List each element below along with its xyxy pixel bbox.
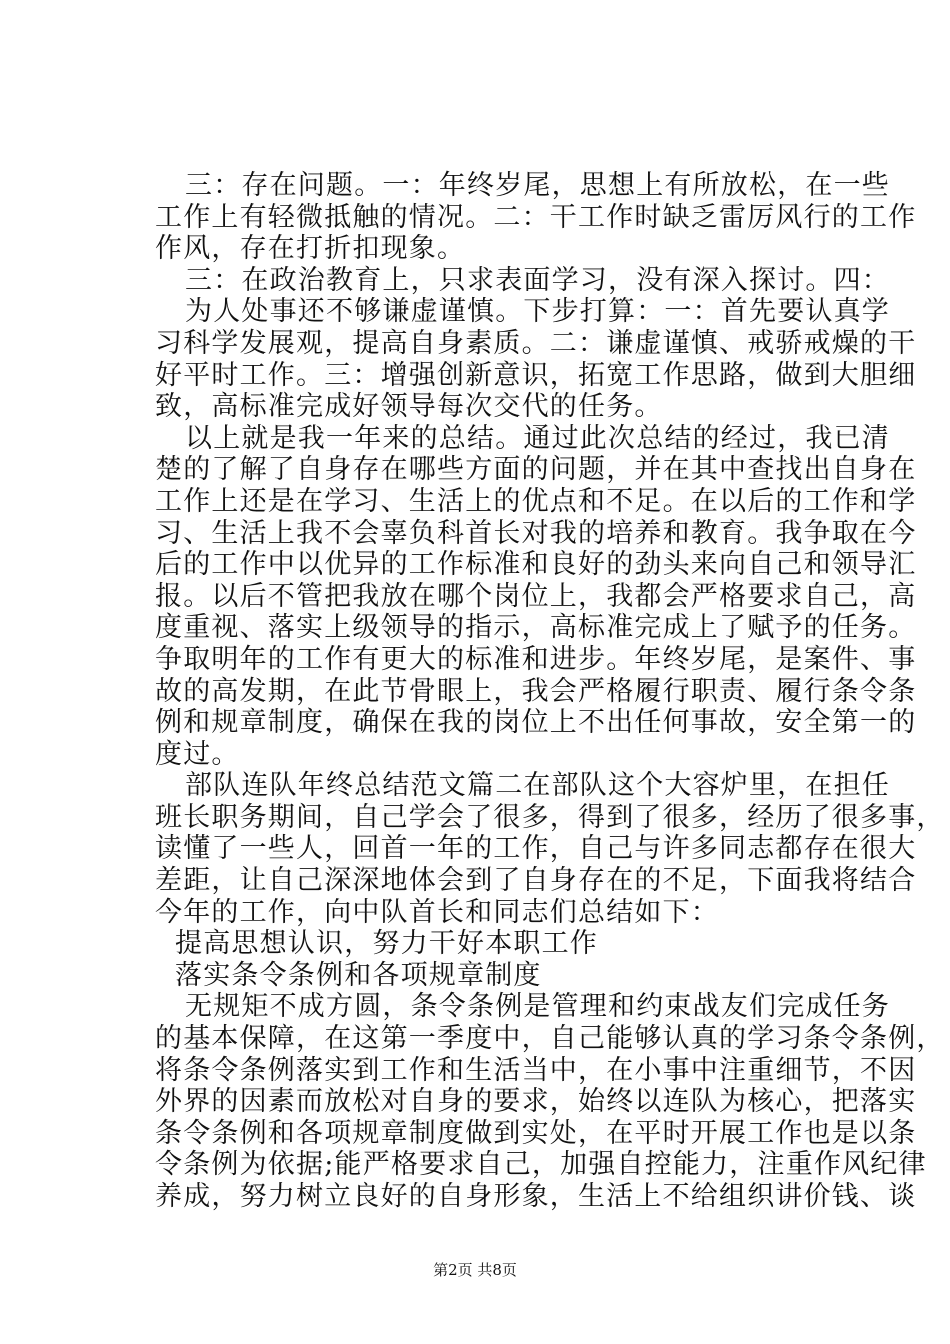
- text-line: 习科学发展观，提高自身素质。二：谦虚谨慎、戒骄戒燥的干: [155, 327, 917, 359]
- text-line: 的基本保障，在这第一季度中，自己能够认真的学习条令条例，: [155, 1023, 945, 1055]
- text-line: 差距，让自己深深地体会到了自身存在的不足，下面我将结合: [155, 865, 917, 897]
- section-heading: 提高思想认识，努力干好本职工作: [175, 928, 598, 960]
- text-line: 习、生活上我不会辜负科首长对我的培养和教育。我争取在今: [155, 517, 917, 549]
- text-line: 令条例为依据;能严格要求自己，加强自控能力，注重作风纪律: [155, 1149, 927, 1181]
- page-footer: [0, 1260, 950, 1280]
- text-line: 工作上还是在学习、生活上的优点和不足。在以后的工作和学: [155, 485, 917, 517]
- text-line: 班长职务期间，自己学会了很多，得到了很多，经历了很多事，: [155, 801, 945, 833]
- text-line: 为人处事还不够谦虚谨慎。下步打算：一：首先要认真学: [185, 296, 890, 328]
- text-line: 今年的工作，向中队首长和同志们总结如下：: [155, 896, 719, 928]
- text-line: 以上就是我一年来的总结。通过此次总结的经过，我已清: [185, 422, 890, 454]
- text-line: 部队连队年终总结范文篇二在部队这个大容炉里，在担任: [185, 770, 890, 802]
- text-line: 致，高标准完成好领导每次交代的任务。: [155, 391, 663, 423]
- text-line: 后的工作中以优异的工作标准和良好的劲头来向自己和领导汇: [155, 549, 917, 581]
- text-line: 将条令条例落实到工作和生活当中，在小事中注重细节，不因: [155, 1054, 917, 1086]
- text-line: 读懂了一些人，回首一年的工作，自己与许多同志都存在很大: [155, 833, 917, 865]
- text-line: 好平时工作。三：增强创新意识，拓宽工作思路，做到大胆细: [155, 359, 917, 391]
- text-line: 三：存在问题。一：年终岁尾，思想上有所放松，在一些: [185, 170, 890, 201]
- text-line: 外界的因素而放松对自身的要求，始终以连队为核心，把落实: [155, 1086, 917, 1118]
- text-line: 度过。: [155, 738, 240, 770]
- text-line: 争取明年的工作有更大的标准和进步。年终岁尾，是案件、事: [155, 643, 917, 675]
- text-line: 度重视、落实上级领导的指示，高标准完成上了赋予的任务。: [155, 612, 917, 644]
- text-line: 工作上有轻微抵触的情况。二：干工作时缺乏雷厉风行的工作: [155, 201, 917, 233]
- text-line: 养成，努力树立良好的自身形象，生活上不给组织讲价钱、谈: [155, 1181, 917, 1212]
- text-line: 楚的了解了自身存在哪些方面的问题，并在其中查找出自身在: [155, 454, 917, 486]
- text-line: 报。以后不管把我放在哪个岗位上，我都会严格要求自己，高: [155, 580, 917, 612]
- text-line: 三：在政治教育上，只求表面学习，没有深入探讨。四：: [185, 264, 890, 296]
- page-number: 第2页 共8页: [433, 1261, 517, 1279]
- text-line: 无规矩不成方圆，条令条例是管理和约束战友们完成任务: [185, 991, 890, 1023]
- text-line: 作风，存在打折扣现象。: [155, 233, 466, 265]
- text-line: 故的高发期，在此节骨眼上，我会严格履行职责、履行条令条: [155, 675, 917, 707]
- text-line: 例和规章制度，确保在我的岗位上不出任何事故，安全第一的: [155, 707, 917, 739]
- text-line: 条令条例和各项规章制度做到实处，在平时开展工作也是以条: [155, 1117, 917, 1149]
- body-text: [155, 170, 945, 1213]
- section-heading: 落实条令条例和各项规章制度: [175, 959, 542, 991]
